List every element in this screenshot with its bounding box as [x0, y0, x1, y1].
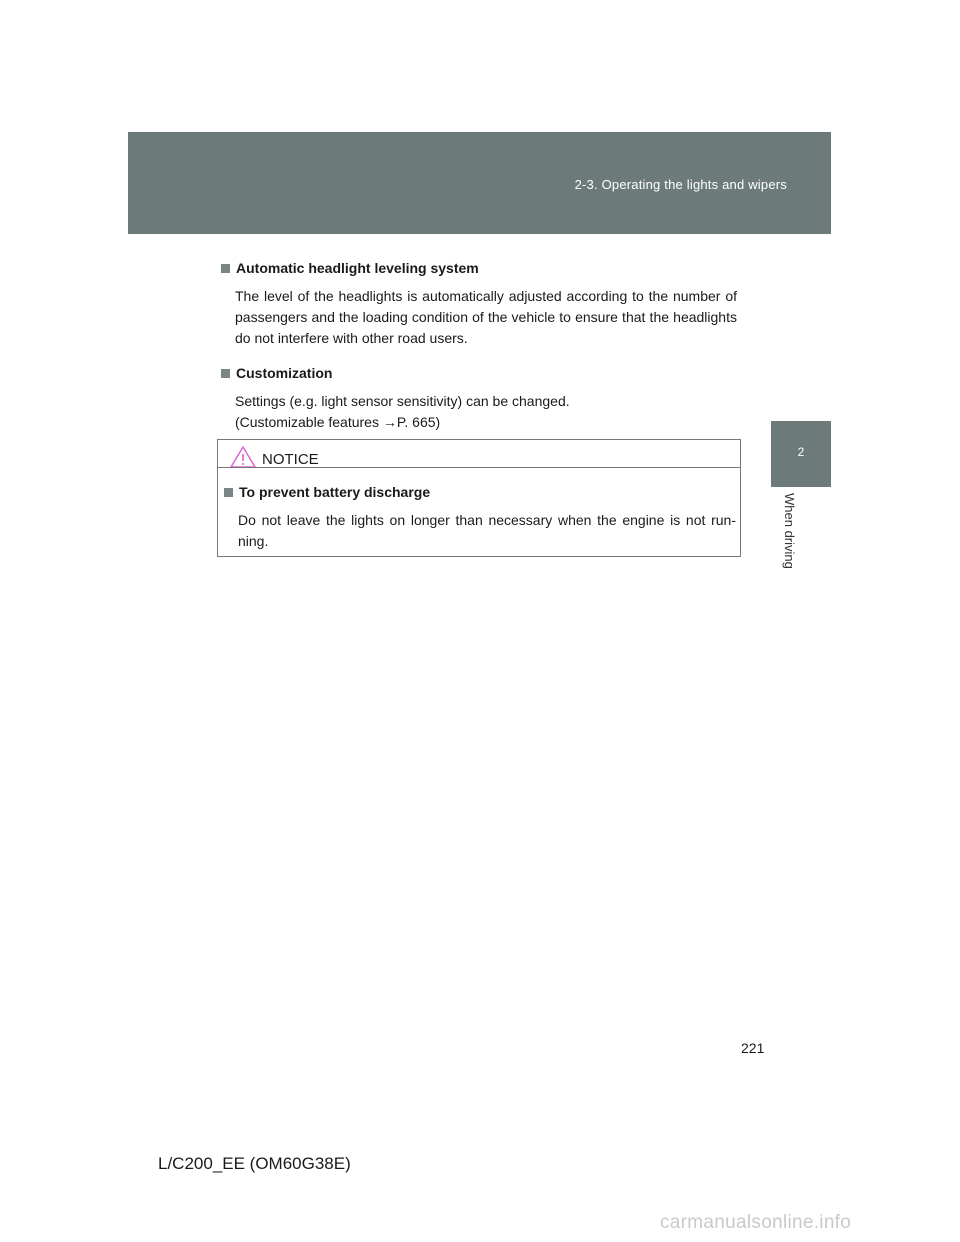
item-paragraph: The level of the headlights is automatically adjusted according to the number of passengers and the loading condition of the vehicle to ensure that the headlights do not interfere with other road users.: [235, 288, 737, 346]
notice-title: NOTICE: [262, 451, 319, 468]
chapter-label: When driving: [782, 493, 797, 569]
header-band: [128, 132, 831, 234]
info-item: [221, 363, 737, 433]
item-heading: [221, 363, 737, 383]
info-item: [221, 258, 737, 349]
main-content: [221, 258, 737, 447]
item-body: [235, 391, 737, 433]
document-code: L/C200_EE (OM60G38E): [158, 1154, 351, 1173]
square-bullet-icon: [221, 264, 230, 273]
chapter-number: 2: [797, 445, 805, 459]
item-heading-text: Customization: [236, 365, 333, 381]
section-title: 2-3. Operating the lights and wipers: [574, 177, 787, 192]
item-paragraph: (Customizable features →P. 665): [235, 414, 441, 430]
notice-header: [230, 446, 319, 473]
item-heading-text: Automatic headlight leveling system: [236, 260, 479, 276]
item-heading: [221, 258, 737, 278]
notice-box: [217, 439, 741, 557]
warning-triangle-icon: [230, 446, 256, 473]
notice-item-heading: [224, 482, 736, 502]
page-number: 221: [741, 1040, 765, 1056]
notice-body: Do not leave the lights on longer than necessary when the engine is not run-ning.: [238, 512, 736, 549]
chapter-tab: [771, 421, 831, 487]
notice-divider: [218, 467, 740, 468]
notice-content: [224, 482, 736, 552]
square-bullet-icon: [221, 369, 230, 378]
watermark: carmanualsonline.info: [660, 1212, 852, 1233]
item-paragraph: Settings (e.g. light sensor sensitivity) can be changed.: [235, 393, 570, 409]
square-bullet-icon: [224, 488, 233, 497]
item-body: [235, 286, 737, 349]
notice-heading-text: To prevent battery discharge: [239, 484, 431, 500]
